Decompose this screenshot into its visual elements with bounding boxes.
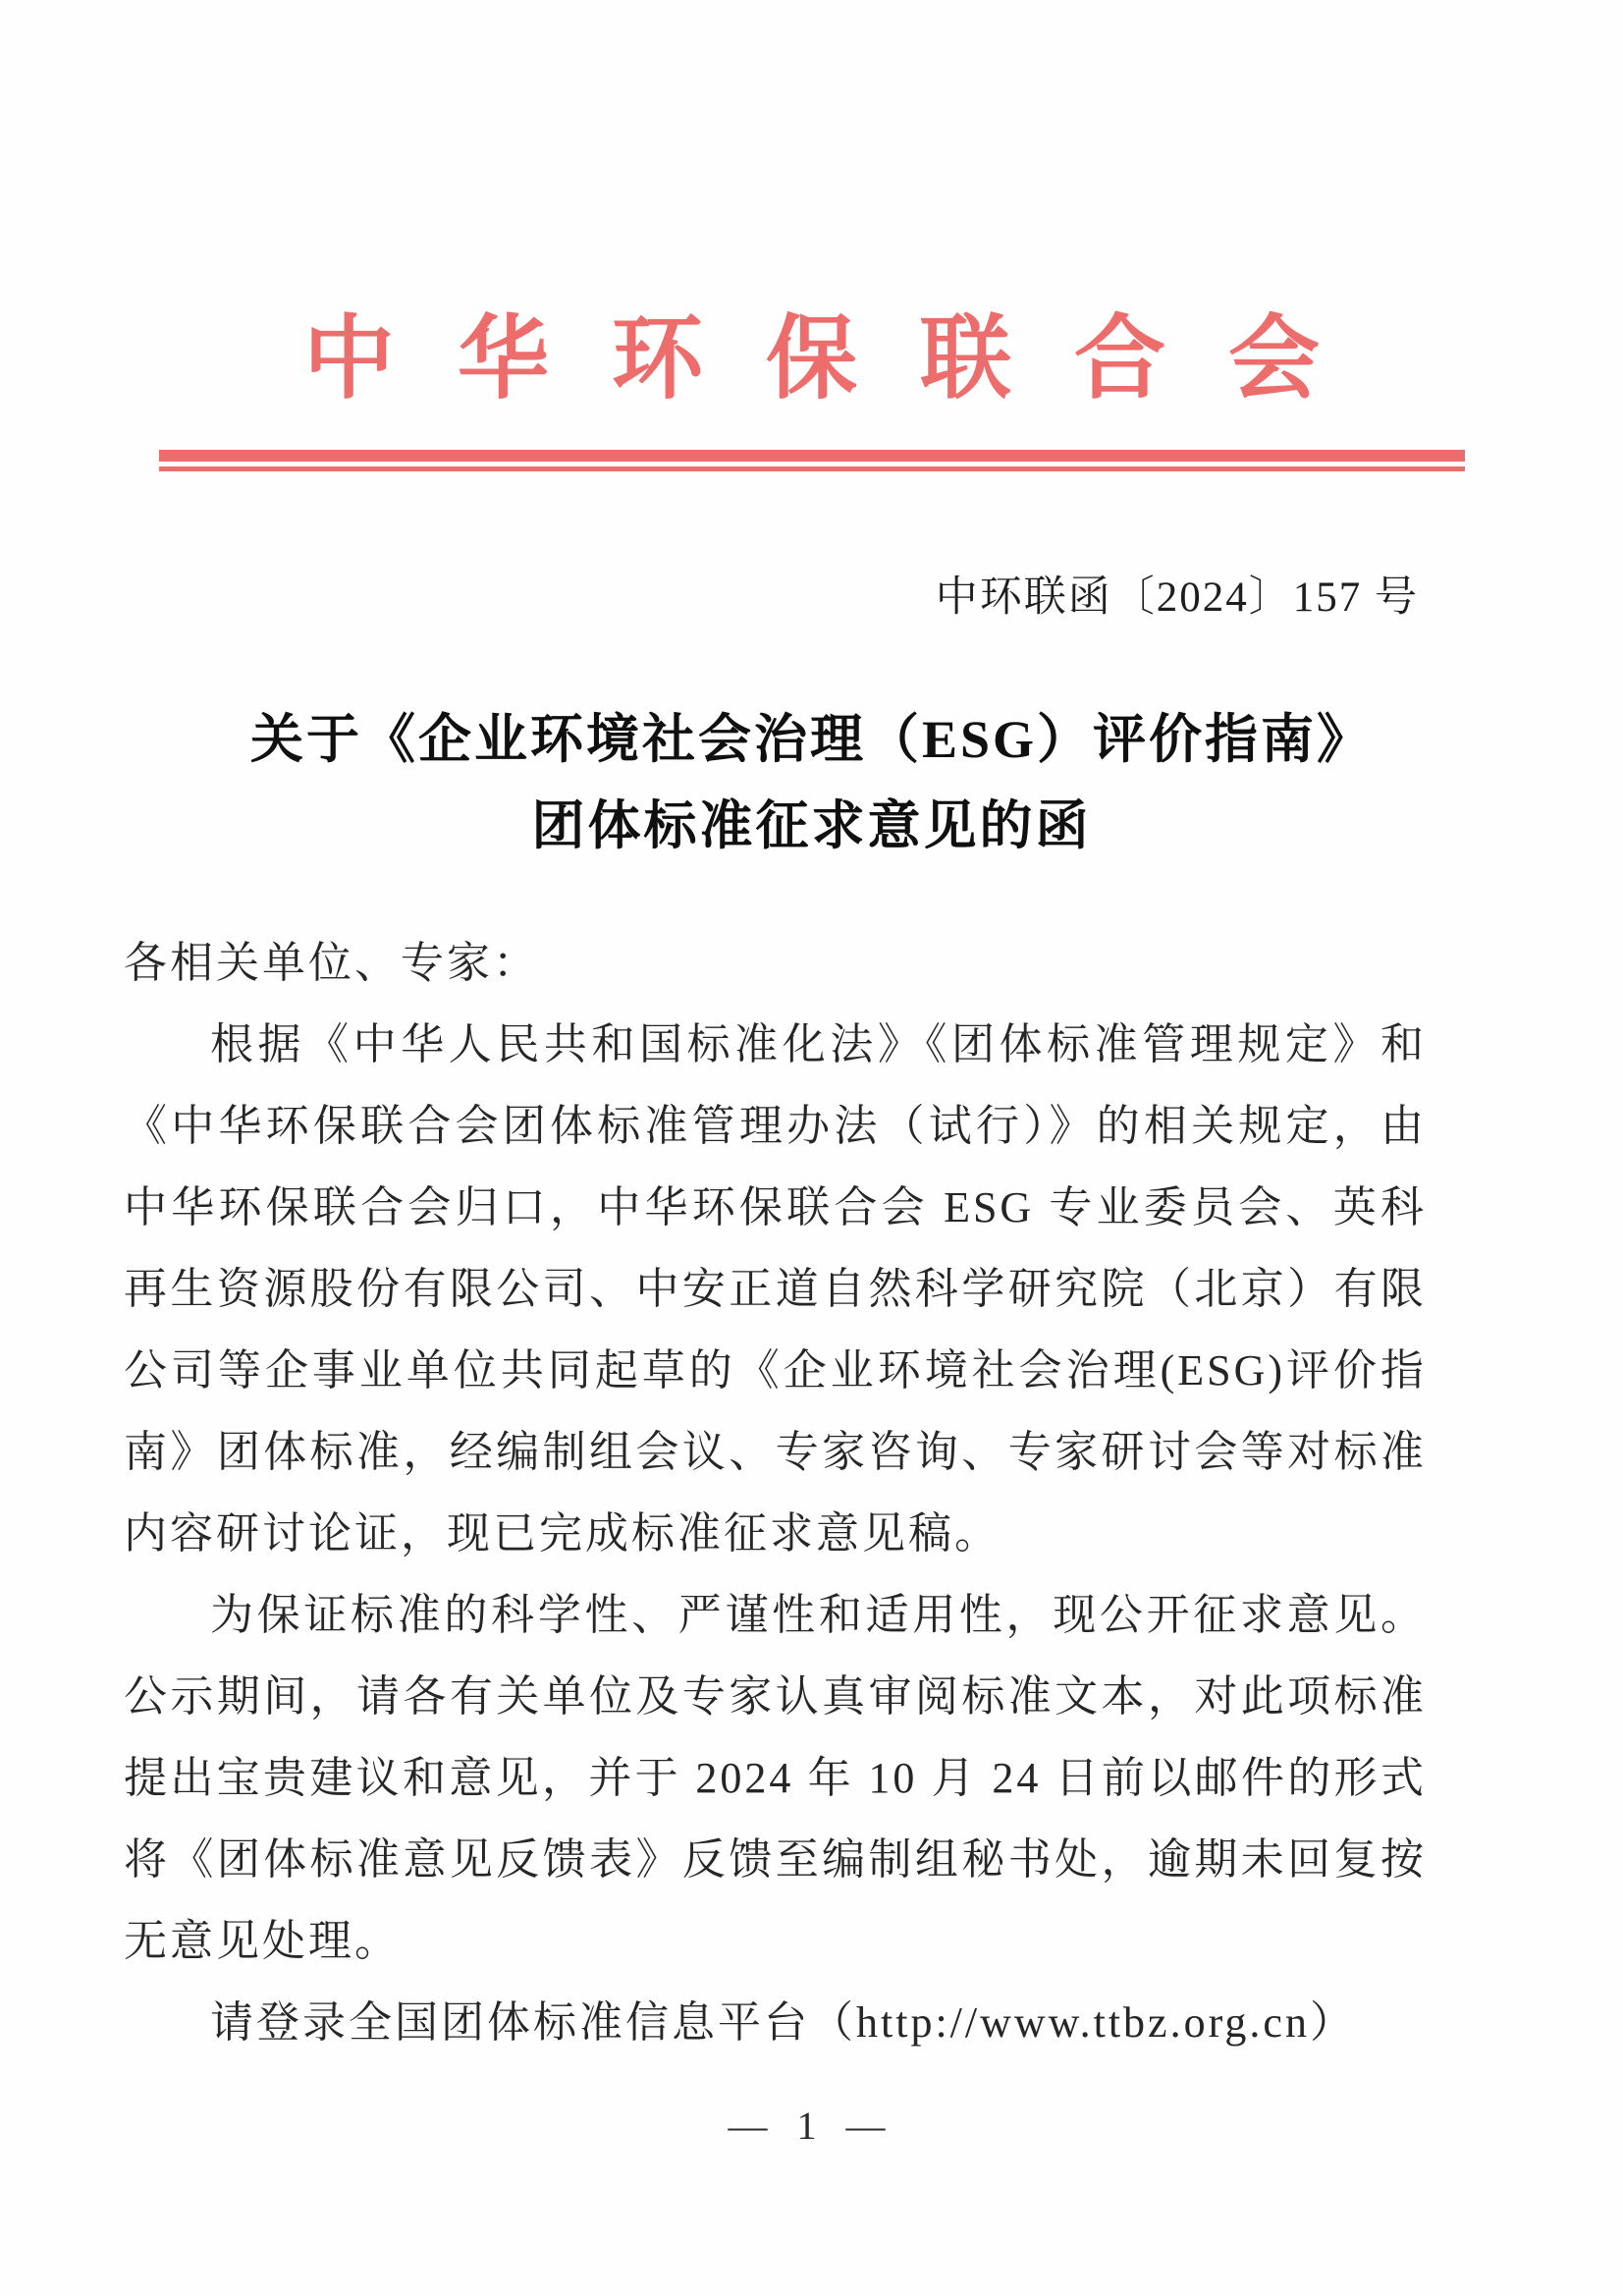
document-body: [0, 922, 1623, 2063]
letterhead-rule-thick: [159, 450, 1465, 462]
salutation: 各相关单位、专家：: [124, 939, 539, 987]
body-paragraph-3: 请登录全国团体标准信息平台（http://www.ttbz.org.cn）: [210, 1998, 1356, 2047]
body-paragraph-1: 根据《中华人民共和国标准化法》《团体标准管理规定》和《中华环保联合会团体标准管理办法（试行）》的相关规定，由中华环保联合会归口，中华环保联合会 ESG 专业委员会、英科再生资源股份有限公司、中安正道自然科学研究院（北京）有限公司等企事业单位共同起草的《企业环境社会治理(ESG)评价指南》团体标准，经编制组会议、专家咨询、专家研讨会等对标准内容研讨论证，现已完成标准征求意见稿。: [124, 1020, 1427, 1558]
letterhead-double-rule: [159, 450, 1465, 471]
document-title: [0, 696, 1623, 869]
letterhead-rule-thin: [159, 466, 1465, 471]
letterhead: [0, 285, 1623, 471]
document-number: 中环联函〔2024〕157 号: [935, 574, 1419, 621]
page-footer: [0, 2103, 1623, 2149]
document-title-line1: 关于《企业环境社会治理（ESG）评价指南》: [249, 710, 1374, 769]
body-paragraph-2: 为保证标准的科学性、严谨性和适用性，现公开征求意见。公示期间，请各有关单位及专家认真审阅标准文本，对此项标准提出宝贵建议和意见，并于 2024 年 10 月 24 日前以邮件的形式将《团体标准意见反馈表》反馈至编制组秘书处，逾期未回复按无意见处理。: [124, 1591, 1427, 1965]
page-number: — 1 —: [728, 2104, 895, 2148]
document-title-line2: 团体标准征求意见的函: [531, 796, 1092, 855]
letterhead-org-name: 中华环保联合会: [303, 309, 1382, 410]
